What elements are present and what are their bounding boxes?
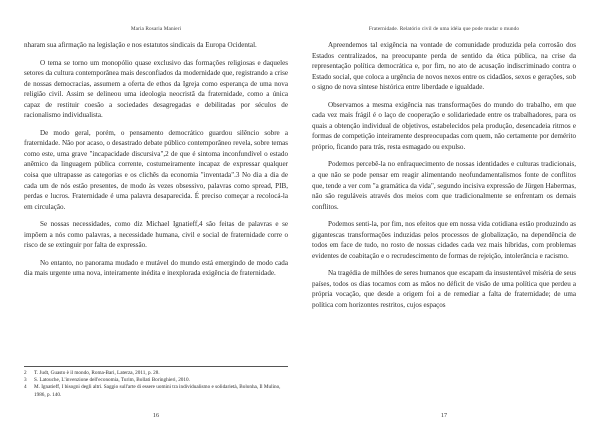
paragraph: Observamos a mesma exigência nas transformações do mundo do trabalho, em que cada vez mais frágil é o laço de cooperação e solidariedade entre os trabalhadores, para os quais a obtenção individual de objetivos, estabelecidos pela produção, desencadeia ritmos e formas de competição inteiramente despreocupadas com quem, não certamente por demérito próprio, ficando para trás, resta esmagado ou expulso. (312, 100, 576, 151)
footnote-number: 4 (24, 384, 27, 391)
paragraph: Se nossas necessidades, como diz Michael Ignatieff,4 são feitas de palavras e se impõem a nós como palavras, a necessidade humana, civil e social de fraternidade corre o risco de se extinguir por falta de expressão. (24, 220, 288, 250)
paragraph: No entanto, no panorama mudado e mutável do mundo está emergindo de modo cada dia mais urgente uma nova, inteiramente inédita e inexplorada exigência de fraternidade. (24, 258, 288, 278)
running-head-right: Fraternidade. Relatório civil de uma idéia que pode mudar o mundo (368, 26, 520, 32)
footnote (24, 370, 288, 377)
right-page-body (312, 40, 576, 318)
paragraph: nharam sua afirmação na legislação e nos estatutos sindicais da Europa Ocidental. (24, 41, 257, 49)
footnote-number: 3 (24, 377, 27, 384)
paragraph: Na tragédia de milhões de seres humanos que escapam da insustentável miséria de seus países, todos os dias tocamos com as mãos no déficit de visão de uma política que perdeu a própria vocação, que desde a origem foi a de remediar a falta de fraternidade; de uma política com horizontes restritos, cujos espaços (312, 269, 577, 310)
left-page (24, 0, 288, 448)
page-number-right: 17 (440, 412, 448, 419)
footnote (24, 384, 288, 398)
footnote-text: S. Latouche, L'invenzione dell'economia, Turim, Bollati Boringhieri, 2010. (34, 377, 190, 384)
paragraph: O tema se torno um monopólio quase exclusivo das formações religiosas e daqueles setores da cultura contemporânea mais desconfiados da modernidade que, registrando a crise de nossas democracias, assumem a oferta de ethos da Igreja como esperança de uma nova religião civil. Assim se delineou uma ideologia neocristã da fraternidade, como a única capaz de restituir coesão a sociedades desagregadas e debilitadas por séculos de racionalismo individualista. (24, 58, 288, 120)
paragraph: Podemos percebê-la no enfraquecimento de nossas identidades e culturas tradicionais, a que não se pode pensar em reagir alimentando neofundamentalismos fonte de conflitos que, tende a ver com "a gramática da vida", segundo incisiva expressão de Jürgen Habermas, não são reguláveis através dos meios com que tradicionalmente se enfrentam os demais conflitos. (312, 160, 576, 211)
right-page (312, 0, 576, 448)
paragraph: Apreendemos tal exigência na vontade de comunidade produzida pela corrosão dos Estados centralizados, na preocupante perda de sentido da ética pública, na crise da representação política democrática e, por fim, no ato de acusação indiscriminado contra o Estado social, que coloca a urgência de novos nexos entre os cidadãos, sexos e gerações, sob o signo de nova síntese histórica entre liberdade e igualdade. (312, 41, 576, 92)
page-number-left: 16 (152, 412, 160, 419)
left-page-body (24, 40, 288, 286)
footnote-text: T. Judt, Guasto è il mondo, Roma-Bari, Laterza, 2011, p. 28. (34, 370, 160, 376)
footnote-number: 2 (24, 370, 27, 376)
footnotes (24, 366, 288, 399)
paragraph: Podemos senti-la, por fim, nos efeitos que em nossa vida cotidiana estão produzindo as gigantescas transformações induzidas pelos processos de globalização, na dependência de todos em face de tudo, no rosto de nossas cidades cada vez mais híbridas, com problemas evidentes de coabitação e o recrudescimento de formas de rejeição, intolerância e racismo. (312, 220, 576, 260)
running-head-left: Maria Rosaria Manieri (130, 26, 182, 32)
paragraph: De modo geral, porém, o pensamento democrático guardou silêncio sobre a fraternidade. Não por acaso, o desastrado debate público contemporâneo revela, sobre temas como este, uma grave "incapacidade discursiva",2 de que é sintoma inconfundível o estado anêmico da linguagem pública corrente, costumeiramente incapaz de expressar qualquer coisa que ultrapasse as categorias e os clichês da economia "inventada".3 No dia a dia de cada um de nós estão presentes, de modo às vezes obsessivo, palavras como spread, PIB, perdas e lucros. Fraternidade é uma palavra desaparecida. É preciso começar a recolocá-la em circulação. (24, 128, 288, 211)
footnote-text: M. Ignatieff, I bisogni degli altri. Saggio sull'arte di essere uomini tra individualismo e solidarietà, Bolonha, Il Mulino, 1986, p. 140. (34, 384, 281, 398)
